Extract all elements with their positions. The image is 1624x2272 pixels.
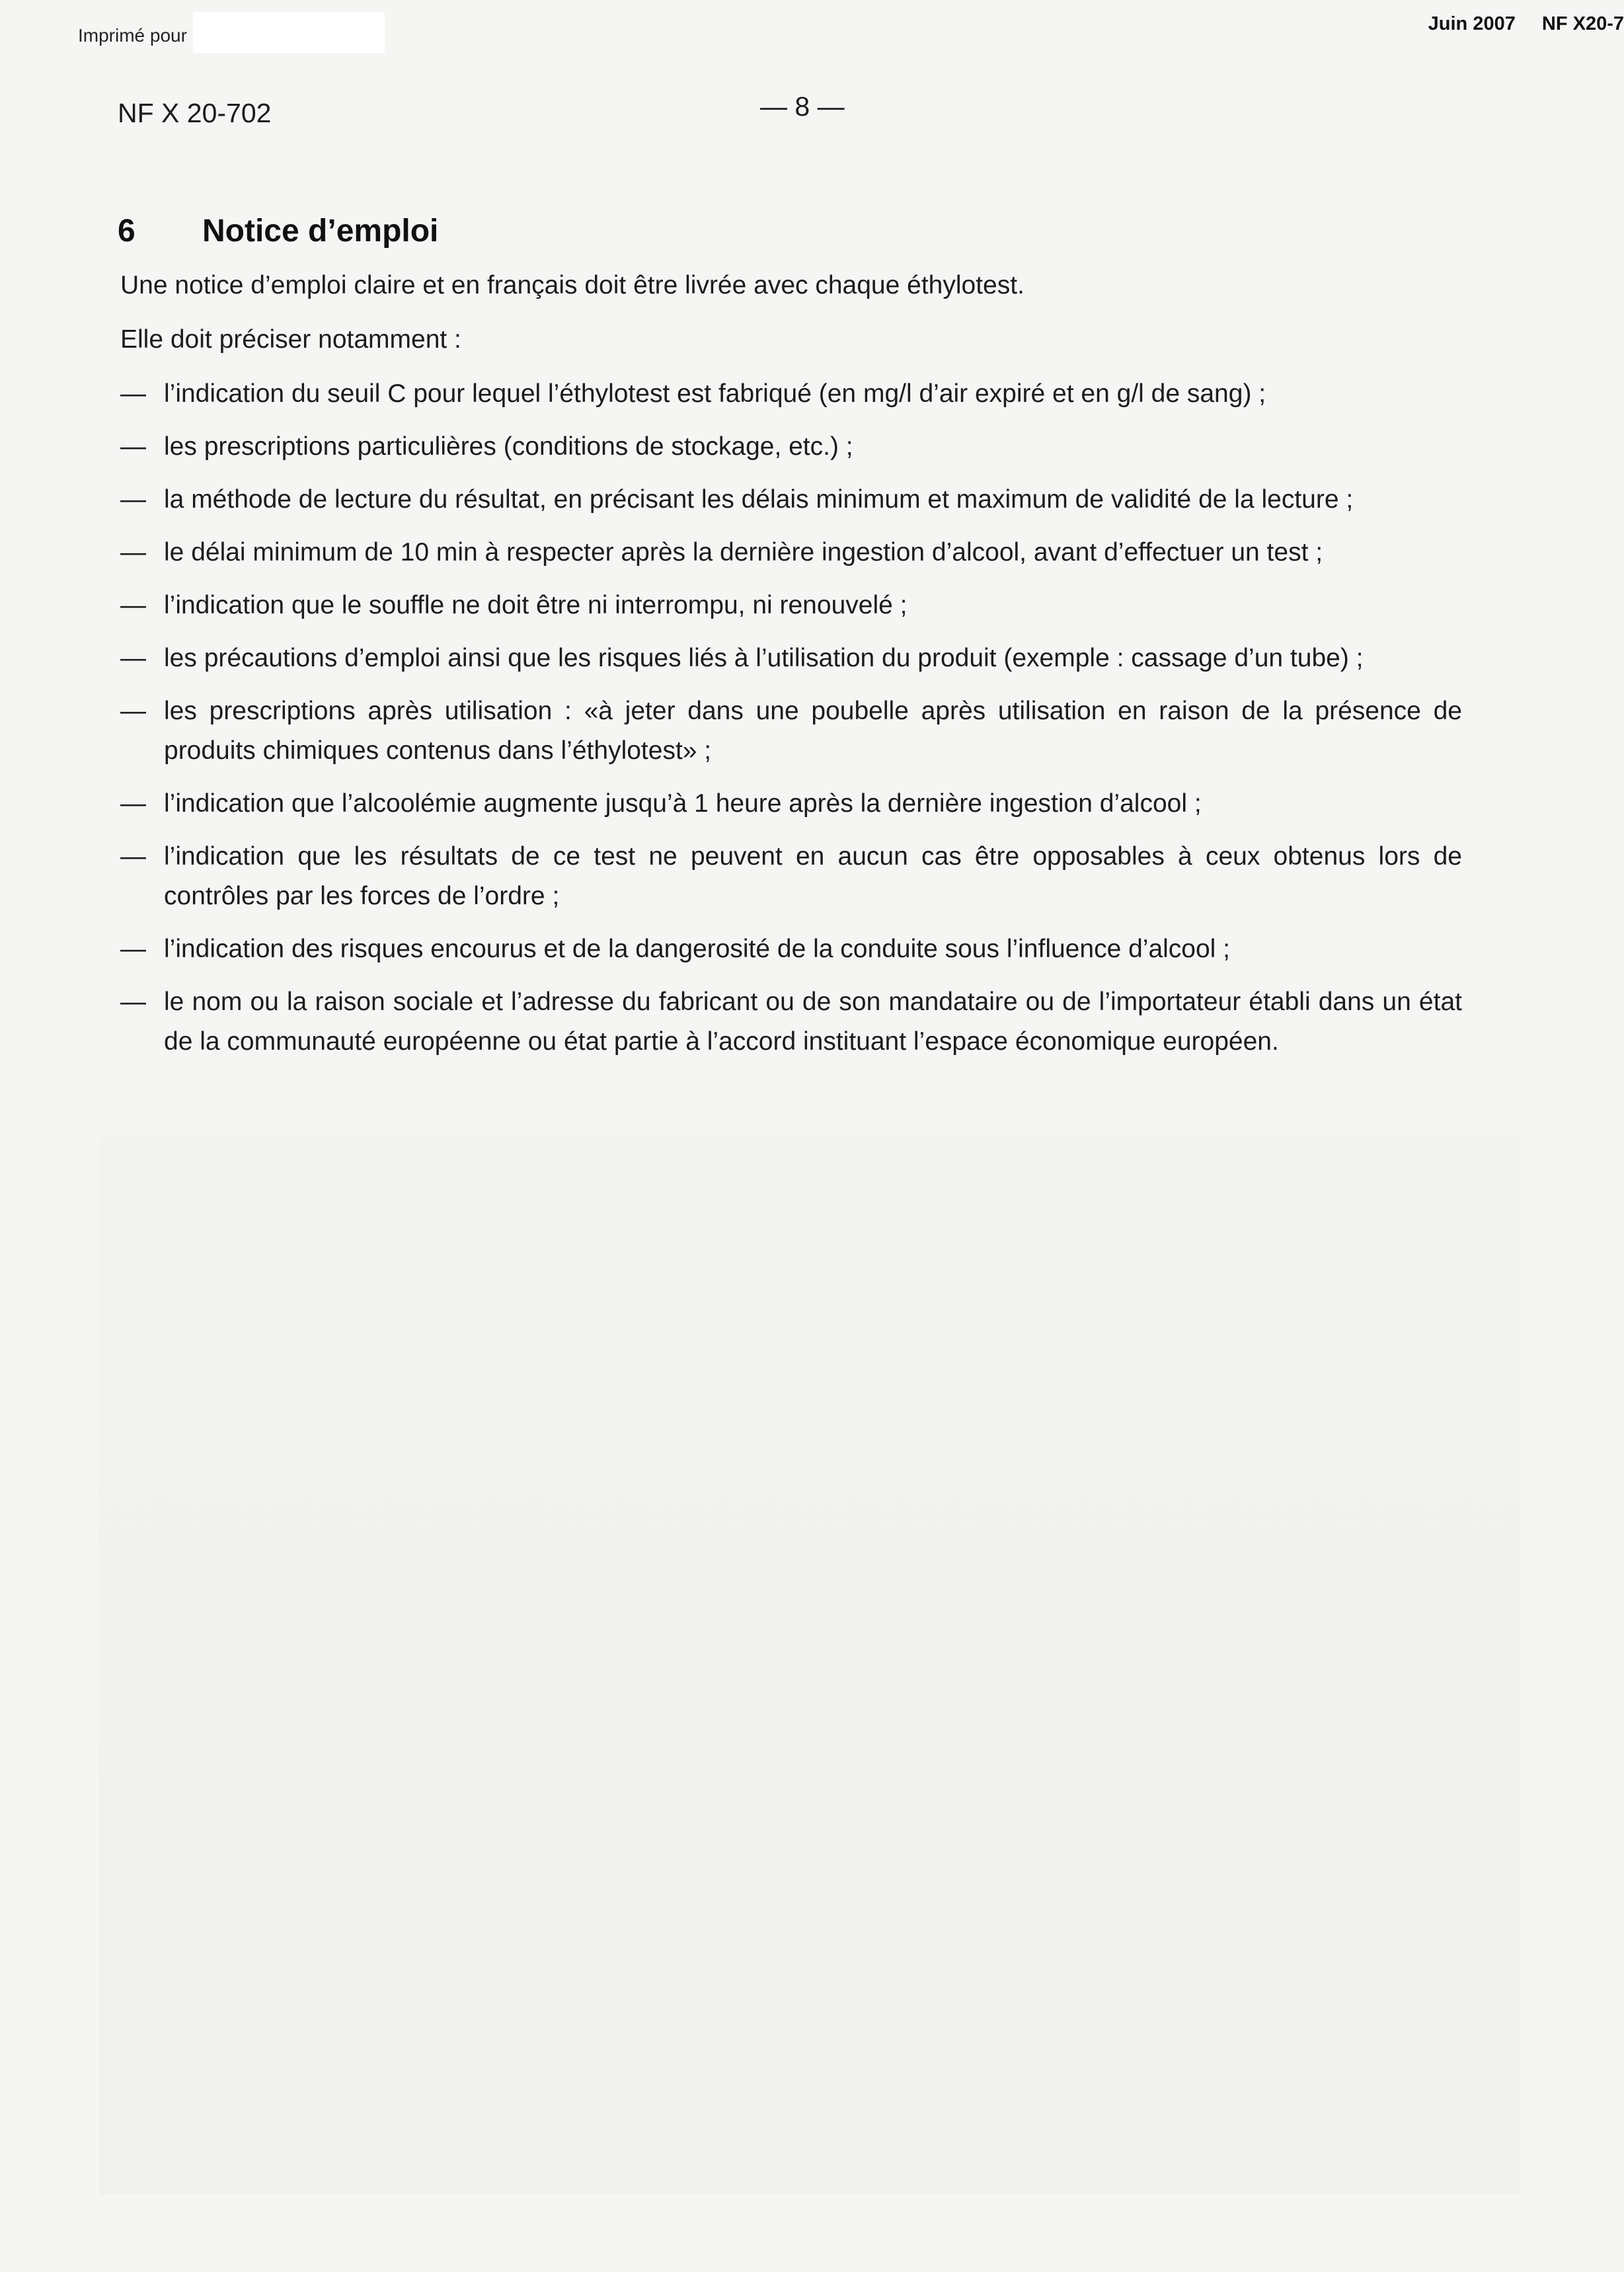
list-item	[120, 784, 1462, 824]
list-item	[120, 639, 1462, 678]
section-body	[120, 266, 1462, 1075]
list-item	[120, 586, 1462, 625]
redacted-recipient-box	[193, 12, 385, 53]
dash-marker: —	[120, 697, 146, 725]
intro-paragraph: Une notice d’emploi claire et en français doit être livrée avec chaque éthylotest.	[120, 271, 1025, 299]
list-item	[120, 374, 1462, 414]
dash-marker: —	[120, 379, 146, 408]
standard-reference: NF X 20-702	[118, 98, 272, 128]
page-number: — 8 —	[760, 91, 845, 122]
dash-marker: —	[120, 485, 146, 514]
requirements-list	[120, 374, 1462, 1062]
header-date: Juin 2007	[1428, 13, 1516, 34]
list-item-text: l’indication que les résultats de ce test ne peuvent en aucun cas être opposables à ceux obtenus lors de contrôles par les forces de l’ordre ;	[164, 842, 1462, 910]
list-item-text: le délai minimum de 10 min à respecter après la dernière ingestion d’alcool, avant d’effectuer un test ;	[164, 538, 1323, 567]
list-item	[120, 533, 1462, 572]
list-item	[120, 982, 1462, 1062]
dash-marker: —	[120, 591, 146, 619]
section-title: Notice d’emploi	[202, 214, 439, 249]
dash-marker: —	[120, 789, 146, 818]
list-item-text: le nom ou la raison sociale et l’adresse du fabricant ou de son mandataire ou de l’importateur établi dans un état de la communauté européenne ou état partie à l’accord instituant l’espace économique européen.	[164, 988, 1462, 1056]
header-right	[1407, 13, 1624, 35]
list-item-text: l’indication que le souffle ne doit être ni interrompu, ni renouvelé ;	[164, 591, 908, 619]
section-heading	[118, 213, 438, 249]
list-item-text: les précautions d’emploi ainsi que les risques liés à l’utilisation du produit (exemple : cassage d’un tube) ;	[164, 644, 1364, 672]
dash-marker: —	[120, 842, 146, 871]
bleed-through-shadow	[99, 1137, 1520, 2195]
section-number: 6	[118, 214, 135, 249]
dash-marker: —	[120, 988, 146, 1016]
list-item	[120, 480, 1462, 520]
list-item-text: les prescriptions particulières (conditions de stockage, etc.) ;	[164, 432, 853, 461]
header-standard-code: NF X20-7	[1541, 13, 1624, 34]
list-item	[120, 929, 1462, 969]
dash-marker: —	[120, 538, 146, 567]
dash-marker: —	[120, 432, 146, 461]
list-item-text: les prescriptions après utilisation : «à jeter dans une poubelle après utilisation en raison de la présence de produits chimiques contenus dans l’éthylotest» ;	[164, 697, 1462, 765]
list-item-text: l’indication du seuil C pour lequel l’éthylotest est fabriqué (en mg/l d’air expiré et en g/l de sang) ;	[164, 379, 1266, 408]
print-for-label: Imprimé pour	[78, 25, 187, 46]
list-item-text: l’indication des risques encourus et de la dangerosité de la conduite sous l’influence d’alcool ;	[164, 935, 1231, 963]
list-item	[120, 427, 1462, 467]
list-item	[120, 837, 1462, 916]
list-item	[120, 691, 1462, 771]
list-item-text: la méthode de lecture du résultat, en précisant les délais minimum et maximum de validité de la lecture ;	[164, 485, 1354, 514]
dash-marker: —	[120, 935, 146, 963]
dash-marker: —	[120, 644, 146, 672]
lead-paragraph: Elle doit préciser notamment :	[120, 325, 461, 354]
list-item-text: l’indication que l’alcoolémie augmente jusqu’à 1 heure après la dernière ingestion d’alcool ;	[164, 789, 1202, 818]
